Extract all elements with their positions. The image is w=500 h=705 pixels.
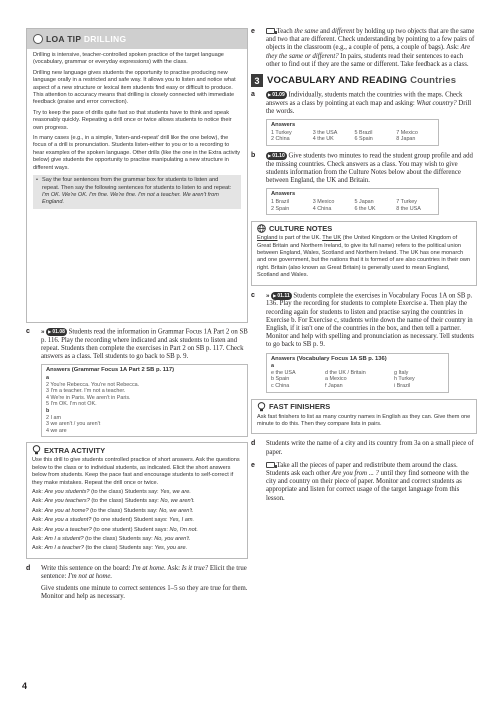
step-letter: d: [251, 440, 256, 448]
italic-run: different: [331, 28, 355, 35]
step-c-grammar: [26, 328, 248, 437]
text-run: Individually, students match the countries with the maps. Check answers as a class by pointing at each map and asking:: [266, 91, 463, 107]
step-letter: c: [251, 291, 255, 299]
answer-line: 4 We're in Paris. We aren't in Paris.: [46, 394, 131, 401]
drill-middle: (to the class) Students say:: [88, 507, 160, 514]
section-title-topic: Countries: [410, 75, 457, 87]
fast-finishers-text: Ask fast finishers to list as many country names in English as they can. Give them one minute to do this. Then they compare lists in pairs.: [257, 413, 471, 427]
answer-line: 2 You're Rebecca. You're not Rebecca.: [46, 381, 140, 388]
drill-question: Are you a teacher?: [44, 526, 92, 533]
loa-tip-body: [27, 49, 247, 209]
answer-cell: 5 Japan: [354, 198, 374, 205]
audio-track-badge: ▶ 01.09: [266, 91, 287, 99]
answer-cell: 6 Spain: [354, 136, 373, 143]
text-run: Take all the pieces of paper and redistribute them around the class. Students ask each other: [266, 461, 458, 477]
loa-tip-paragraph: Drilling new language gives students the opportunity to practise producing new language orally in a restricted and safe way. It allows you to listen and notice what aspect of a new structure or lexical item students find easy or difficult to produce. This attention to accuracy means that drilling is closely connected with immediate feedback (praise and error correction).: [33, 69, 236, 106]
pair-work-icon: [266, 462, 275, 468]
culture-notes-title: CULTURE NOTES: [269, 224, 333, 234]
step-letter: e: [251, 461, 255, 469]
drill-question: Are you a student?: [44, 517, 92, 524]
drill-middle: (to one student) Student says:: [91, 517, 170, 524]
answers-box: [266, 119, 439, 146]
section-title: [267, 75, 456, 86]
drill-line: [32, 527, 242, 534]
answer-cell: 1 Brazil: [271, 198, 289, 205]
italic-run: What country?: [416, 99, 457, 107]
drill-ask: Ask:: [32, 517, 45, 524]
loa-tip-paragraph: Try to keep the pace of drills quite fast so that students have to think and speak reasonably quickly. Repeating a drill once or twice allows students to notice their own progress.: [33, 109, 232, 131]
step-text: [266, 28, 477, 69]
answers-box: [266, 353, 449, 393]
audio-track-badge: ▶ 01.10: [266, 152, 287, 160]
loa-tip-paragraph: In many cases (e.g., in a simple, 'listen-and-repeat' drill like the one below), the focus of a drill is pronunciation. Students listen-either to you or to a recording to hear examples of the spoken language. Other drills (like the one in the Extra activity below) give students the opportunity to practise manipulating a new structure in different ways.: [33, 135, 241, 171]
drill-middle: (to one student) Student says:: [91, 526, 170, 533]
step-letter: d: [26, 564, 31, 572]
step-text: Students read the information in Grammar Focus 1A Part 2 on SB p. 116. Play the recording where indicated and ask students to listen and repeat. Students then complete the exercises in Part 2 on SB p. 117. Check answers as a class. Tell students to go back to SB p. 9.: [41, 328, 248, 361]
drill-middle: (to the class) Students say:: [83, 535, 155, 542]
drill-line: [32, 508, 242, 515]
drill-line: [32, 498, 242, 505]
step-c-vocabulary: [251, 292, 477, 393]
drill-line: [32, 545, 242, 552]
answer-line: 3 we aren't / you aren't: [46, 421, 101, 428]
drill-question: Are you at home?: [44, 507, 89, 514]
step-text: Give students one minute to correct sentences 1–5 so they are true for them. Monitor and help as necessary.: [41, 585, 248, 601]
drill-answer: Yes, I am.: [169, 517, 195, 524]
step-letter: c: [26, 328, 30, 335]
drill-question: Are you teachers?: [44, 498, 90, 505]
answers-title: Answers (Vocabulary Focus 1A SB p. 136): [271, 355, 387, 362]
answer-line: 3 I'm a teacher. I'm not a teacher.: [46, 388, 126, 395]
fast-finishers-header: [252, 400, 476, 413]
step-e-same-different: [251, 28, 477, 69]
drill-ask: Ask:: [32, 545, 45, 552]
drill-line: [32, 517, 242, 524]
drill-question: Am I a teacher?: [44, 545, 84, 552]
fast-finishers-title: FAST FINISHERS: [269, 402, 331, 412]
answer-cell: d the UK / Britain: [325, 369, 366, 376]
step-letter: e: [251, 28, 255, 35]
fast-finishers-box: [251, 399, 477, 435]
loa-tip-label: LOA TIP: [46, 34, 82, 44]
answer-line: 5 I'm OK. I'm not OK.: [46, 401, 97, 408]
bullet-examples: I'm OK. We're OK. I'm fine. We're fine. I'm not a teacher. We aren't from England.: [42, 191, 219, 206]
answer-cell: f Japan: [325, 382, 343, 389]
step-text: [266, 152, 477, 185]
pair-work-icon: [266, 28, 275, 34]
culture-notes-header: [252, 222, 476, 234]
drill-ask: Ask:: [32, 526, 45, 533]
answer-line: 4 we are: [46, 427, 67, 434]
text-run: until they find someone with the city and country on their piece of paper. Monitor and correct students as appropriate and listen for correct usage of the target language from this lesson.: [266, 469, 469, 502]
answers-title: Answers: [271, 191, 296, 198]
answers-sub-label: a: [46, 374, 49, 381]
culture-notes-text: [257, 235, 471, 279]
step-text: Students write the name of a city and its country from 3a on a small piece of paper.: [266, 440, 474, 456]
drill-answer: Yes, you are.: [154, 545, 188, 552]
left-column: [26, 28, 248, 602]
loa-tip-paragraph: Drilling is intensive, teacher-controlled spoken practice of the target language (vocabulary, grammar or everyday expressions) with the class.: [33, 52, 224, 66]
answers-title: Answers: [271, 122, 296, 129]
answers-grid: [271, 130, 434, 143]
right-column: [251, 28, 477, 503]
step-d-city: [251, 440, 477, 456]
loa-tip-title: [46, 34, 126, 44]
drill-answer: No, we aren't.: [159, 507, 194, 514]
loa-tip-box: [26, 28, 248, 323]
loa-tip-topic: DRILLING: [83, 34, 127, 44]
audio-track-badge: ▶ 01.08: [46, 328, 67, 336]
drill-ask: Ask:: [32, 507, 45, 514]
extra-activity-intro: Use this drill to give students controlled practice of short answers. Ask the questions below to the class or to individual students, as indicated. Elicit the short answers below from students. Keep the pace fast and encourage students to self-correct if they make mistakes. Repeat the drill once or twice.: [32, 457, 240, 486]
lightbulb-icon: [33, 34, 43, 44]
loa-tip-header: [27, 29, 247, 49]
drill-answer: No, we aren't.: [160, 498, 195, 505]
answer-cell: 1 Turkey: [271, 129, 292, 136]
answer-cell: 2 China: [271, 136, 290, 143]
answer-cell: 2 Spain: [271, 205, 290, 212]
drill-middle: (to the class) Students say:: [83, 545, 155, 552]
step-text: [266, 91, 477, 116]
answer-cell: 8 the USA: [396, 205, 421, 212]
section-number: 3: [251, 74, 263, 87]
drill-question: Am I a student?: [44, 535, 84, 542]
italic-run: the same: [294, 28, 319, 35]
extra-activity-box: [26, 442, 248, 558]
answer-cell: i Brazil: [394, 382, 411, 389]
answers-title: Answers (Grammar Focus 1A Part 2 SB p. 117): [46, 367, 175, 374]
text-run: Elicit the true sentence:: [41, 564, 247, 580]
culture-notes-box: [251, 221, 477, 285]
step-letter: a: [251, 91, 255, 99]
bullet-text: Say the four sentences from the grammar box for students to listen and repeat. Then say the following sentences for students to listen to and repeat:: [42, 177, 232, 191]
answer-line: 2 I am: [46, 414, 61, 421]
answers-sub-label: b: [46, 407, 50, 414]
section-header: [251, 74, 477, 87]
text-run: by holding up two objects that are the same and two that are different. Check understanding by pointing to a few pairs of objects in the classroom (e.g., a couple of pens, a couple of bags). Ask:: [266, 28, 475, 52]
section-title-main: VOCABULARY AND READING: [267, 75, 408, 87]
drill-answer: No, I'm not.: [169, 526, 198, 533]
globe-icon: [257, 224, 266, 233]
text-run: Students complete the exercises in Vocabulary Focus 1A on SB p. 136. Play the recording for students to complete Exercise a. Then play the recording again for students to listen and practise saying the countries in Exercise b. For Exercise c, students write down the name of their country in English, if it isn't one of the countries in the box, and then tell a partner. Monitor and help with spelling and pronunciation as necessary. Tell students to go back to SB p. 9.: [266, 292, 474, 349]
answer-cell: c China: [271, 382, 290, 389]
italic-run: Are they the same or different?: [266, 44, 471, 60]
drill-ask: Ask:: [32, 488, 45, 495]
term-england: England: [257, 235, 278, 242]
answer-cell: h Turkey: [394, 376, 415, 383]
fast-forward-icon: »: [266, 292, 270, 300]
answer-cell: g Italy: [394, 369, 409, 376]
audio-track-badge: ▶ 01.11: [271, 292, 291, 300]
answer-cell: a Mexico: [325, 376, 347, 383]
term-uk: The UK: [322, 235, 342, 242]
drill-middle: (to the class) Students say:: [89, 498, 161, 505]
answer-cell: 5 Brazil: [354, 129, 373, 136]
extra-activity-title: EXTRA ACTIVITY: [44, 445, 106, 455]
text-run: In pairs, students read their sentences to each other to find out if they are the same or different. Take feedback as a class.: [266, 52, 469, 68]
answer-cell: 3 the USA: [312, 129, 338, 136]
answer-cell: 3 Mexico: [312, 198, 335, 205]
answers-grid: [271, 370, 444, 390]
answer-cell: 7 Turkey: [396, 198, 417, 205]
step-d-true-sentences: [26, 565, 248, 602]
drill-ask: Ask:: [32, 498, 45, 505]
answer-cell: 8 Japan: [396, 136, 416, 143]
step-text: [266, 292, 477, 350]
step-e-are-you-from: [251, 462, 477, 503]
example-question: Is it true?: [181, 564, 209, 572]
culture-notes-body: [252, 234, 476, 284]
text-run: Write this sentence on the board:: [41, 564, 133, 572]
answer-cell: 4 the UK: [312, 136, 334, 143]
answers-box: [41, 364, 248, 437]
extra-activity-body: [27, 456, 247, 557]
italic-run: Are you from ... ?: [331, 469, 379, 477]
fast-finishers-body: [252, 413, 476, 434]
answer-cell: b Spain: [271, 376, 290, 383]
step-letter: b: [251, 151, 256, 159]
text-run: is part of the UK.: [277, 235, 323, 242]
text-run: Drill the words.: [266, 99, 472, 115]
example-sentence: I'm at home.: [132, 564, 166, 572]
drill-middle: (to the class) Students say:: [89, 488, 161, 495]
text-run: and: [318, 28, 332, 35]
text-run: (the United Kingdom or the United Kingdom of Great Britain and Northern Ireland, to give its full name) refers to the political union between England, Wales, Scotland and Northern Ireland. The UK has one monarch and one government, but the nations that it is formed of are also countries in their own right. Britain (also known as Great Britain) is generally used to mean England, Scotland and Wales.: [257, 235, 470, 279]
answers-box: [266, 188, 439, 215]
answer-cell: 4 China: [312, 205, 332, 212]
answers-sub-label: a: [271, 363, 274, 370]
extra-activity-header: [27, 443, 247, 456]
drill-question: Are you students?: [44, 488, 90, 495]
page-number: 4: [22, 681, 28, 691]
lightbulb-icon: [32, 445, 41, 455]
step-b-profile: [251, 152, 477, 215]
loa-tip-bullet: [33, 175, 241, 209]
answer-cell: 7 Mexico: [396, 129, 418, 136]
answers-grid: [271, 199, 434, 212]
drill-answer: No, you aren't.: [154, 535, 191, 542]
drill-line: [32, 536, 242, 543]
step-a-countries: [251, 91, 477, 146]
step-text: [41, 565, 248, 581]
answer-cell: e the USA: [271, 369, 296, 376]
step-text: [266, 462, 477, 503]
answer-cell: 6 the UK: [354, 205, 376, 212]
example-answer: I'm not at home.: [68, 572, 113, 580]
drill-answer: Yes, we are.: [160, 488, 191, 495]
text-run: Ask:: [165, 564, 182, 572]
text-run: Teach: [276, 28, 295, 35]
lightbulb-icon: [257, 402, 266, 412]
text-run: Give students two minutes to read the student group profile and add the missing countries. Check answers as a class. You may wish to give students information from the Culture Notes below about the difference between England, the UK and Britain.: [266, 152, 473, 185]
fast-forward-icon: »: [41, 328, 45, 336]
drill-line: [32, 489, 242, 496]
drill-ask: Ask:: [32, 535, 45, 542]
